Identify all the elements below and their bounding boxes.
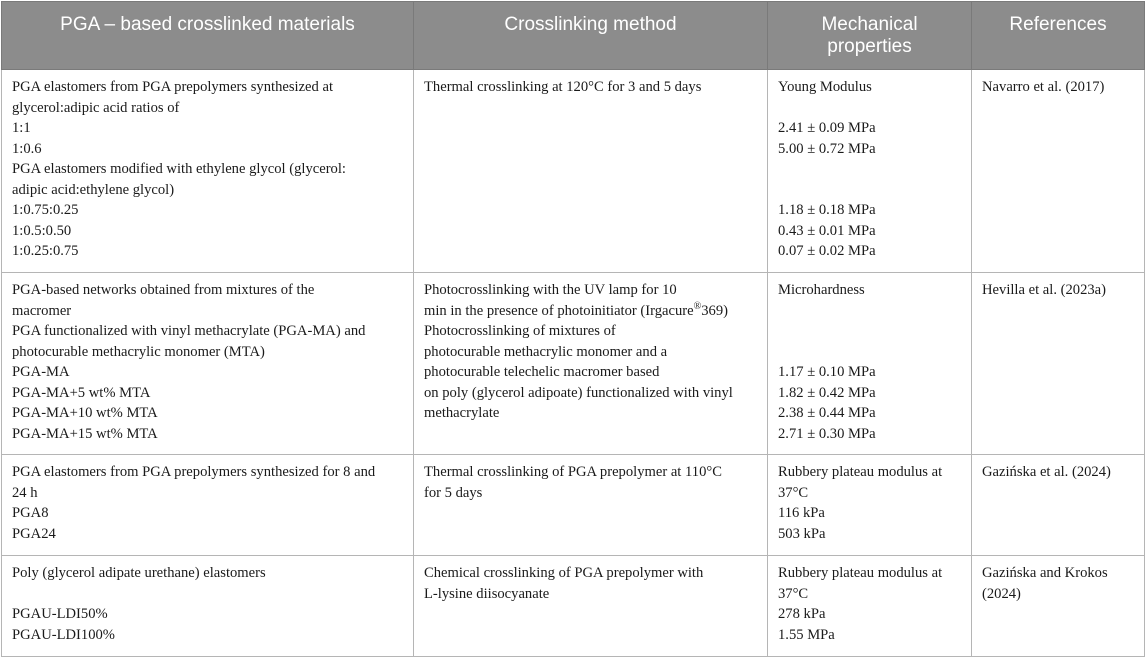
method-text: 369) (701, 302, 728, 319)
reference-cell (972, 556, 1145, 657)
material-line: PGA24 (12, 525, 56, 542)
header-row (2, 2, 1145, 70)
reference-text: Hevilla et al. (2023a) (982, 282, 1106, 298)
reference-text: Gazińska et al. (2024) (982, 464, 1111, 480)
material-line: PGA elastomers from PGA prepolymers synthesized for 8 and (12, 464, 376, 480)
materials-table (1, 1, 1145, 657)
property-value: 2.38 ± 0.44 MPa (778, 405, 876, 421)
property-value: 1.55 MPa (778, 626, 835, 643)
reference-text: (2024) (982, 585, 1021, 602)
method-line: L-lysine diisocyanate (424, 585, 550, 602)
material-line: macromer (12, 302, 72, 319)
property-title: Rubbery plateau modulus at (778, 464, 943, 480)
method-line: Photocrosslinking of mixtures of (424, 323, 616, 339)
property-title: 37°C (778, 585, 809, 602)
material-cell (2, 556, 414, 657)
material-line: photocurable methacrylic monomer (MTA) (12, 343, 265, 360)
material-line: PGA-MA+5 wt% MTA (12, 384, 151, 401)
property-value: 116 kPa (778, 505, 825, 521)
reference-cell (972, 455, 1145, 556)
method-cell (414, 70, 768, 273)
material-line: PGA functionalized with vinyl methacrylate (PGA-MA) and (12, 323, 366, 339)
reference-cell (972, 70, 1145, 273)
material-line: PGAU-LDI50% (12, 606, 108, 622)
property-title: 37°C (778, 484, 809, 501)
material-line: glycerol:adipic acid ratios of (12, 99, 180, 116)
method-line: Thermal crosslinking of PGA prepolymer at 110°C (424, 464, 722, 480)
reference-cell (972, 273, 1145, 455)
method-line: photocurable methacrylic monomer and a (424, 343, 668, 360)
material-line: 1:0.75:0.25 (12, 202, 79, 218)
method-cell (414, 273, 768, 455)
table-row (2, 273, 1145, 455)
property-value: 0.43 ± 0.01 MPa (778, 222, 876, 239)
property-value: 1.18 ± 0.18 MPa (778, 202, 876, 218)
property-value: 278 kPa (778, 606, 826, 622)
method-cell (414, 556, 768, 657)
property-title: Microhardness (778, 282, 865, 298)
material-line: 1:1 (12, 120, 31, 136)
property-value: 0.07 ± 0.02 MPa (778, 243, 876, 259)
method-line: Photocrosslinking with the UV lamp for 10 (424, 282, 677, 298)
material-line: 1:0.6 (12, 140, 42, 157)
material-line: PGA-MA+15 wt% MTA (12, 425, 158, 442)
property-value: 2.71 ± 0.30 MPa (778, 425, 876, 442)
method-line: Thermal crosslinking at 120°C for 3 and 5 days (424, 79, 702, 95)
properties-cell (768, 273, 972, 455)
material-cell (2, 70, 414, 273)
material-line: PGA-MA (12, 364, 70, 380)
properties-cell (768, 70, 972, 273)
table-row (2, 556, 1145, 657)
method-text: min in the presence of photoinitiator (Irgacure (424, 302, 694, 319)
header-method: Crosslinking method (414, 2, 768, 70)
material-line: PGA elastomers modified with ethylene glycol (glycerol: (12, 161, 346, 177)
header-references: References (972, 2, 1145, 70)
material-line: 1:0.25:0.75 (12, 243, 79, 259)
material-line: adipic acid:ethylene glycol) (12, 181, 175, 198)
properties-cell (768, 455, 972, 556)
property-value: 503 kPa (778, 525, 826, 542)
method-cell (414, 455, 768, 556)
method-line: Chemical crosslinking of PGA prepolymer with (424, 565, 704, 581)
material-line: Poly (glycerol adipate urethane) elastomers (12, 565, 266, 581)
registered-mark: ® (693, 300, 702, 312)
method-line: for 5 days (424, 484, 483, 501)
reference-text: Navarro et al. (2017) (982, 79, 1105, 95)
material-line: 24 h (12, 484, 38, 501)
method-line (424, 301, 757, 322)
material-cell (2, 455, 414, 556)
header-materials: PGA – based crosslinked materials (2, 2, 414, 70)
material-line: PGAU-LDI100% (12, 626, 115, 643)
property-value: 2.41 ± 0.09 MPa (778, 120, 876, 136)
material-line: PGA-MA+10 wt% MTA (12, 405, 158, 421)
table-row (2, 70, 1145, 273)
reference-text: Gazińska and Krokos (982, 565, 1108, 581)
property-value: 1.17 ± 0.10 MPa (778, 364, 876, 380)
material-line: PGA elastomers from PGA prepolymers synthesized at (12, 79, 334, 95)
material-line: PGA-based networks obtained from mixtures of the (12, 282, 315, 298)
property-title: Young Modulus (778, 79, 872, 95)
method-line: photocurable telechelic macromer based (424, 364, 660, 380)
material-line: 1:0.5:0.50 (12, 222, 72, 239)
property-value: 1.82 ± 0.42 MPa (778, 384, 876, 401)
properties-cell (768, 556, 972, 657)
material-line: PGA8 (12, 505, 49, 521)
material-cell (2, 273, 414, 455)
property-value: 5.00 ± 0.72 MPa (778, 140, 876, 157)
table-row (2, 455, 1145, 556)
property-title: Rubbery plateau modulus at (778, 565, 943, 581)
method-line: methacrylate (424, 405, 500, 421)
method-line: on poly (glycerol adipoate) functionalized with vinyl (424, 384, 733, 401)
header-properties: Mechanical properties (768, 2, 972, 70)
